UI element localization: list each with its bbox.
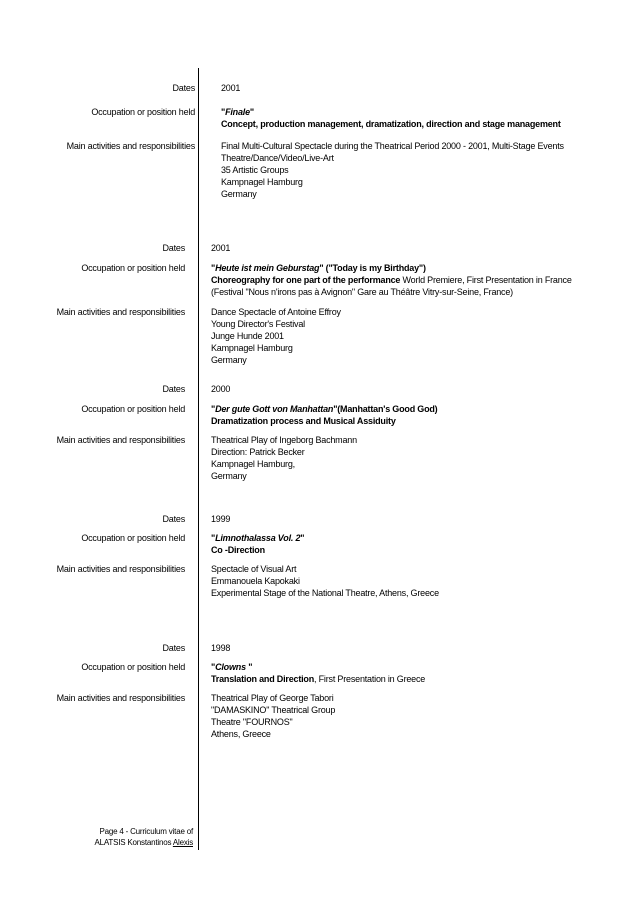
dates-label: Dates	[162, 514, 185, 524]
occupation-label: Occupation or position held	[81, 533, 185, 543]
role-description: Choreography for one part of the performance	[211, 275, 401, 285]
page-footer	[94, 826, 193, 848]
entry-date: 1999	[211, 514, 231, 524]
dates-label: Dates	[162, 384, 185, 394]
occupation-label: Occupation or position held	[91, 107, 195, 117]
occupation-value: "Heute ist mein Geburstag" ("Today is my Birthday") Choreography for one part of the performance World Premiere, First Presentation in France (Festival "Nous n'irons pas à Avignon" Gare au Théâtre Vitry-sur-Seine, France)	[211, 263, 572, 297]
footer-name: ALATSIS Konstantinos Alexis	[94, 838, 193, 847]
production-title: Finale	[225, 107, 250, 117]
occupation-value: "Limnothalassa Vol. 2" Co -Direction	[211, 533, 305, 555]
production-title: Heute ist mein Geburstag	[215, 263, 320, 273]
occupation-value: "Der gute Gott von Manhattan"(Manhattan's Good God) Dramatization process and Musical Assiduity	[211, 404, 438, 426]
dates-label: Dates	[172, 83, 195, 93]
occupation-value: "Finale" Concept, production management, dramatization, direction and stage management	[221, 107, 561, 129]
occupation-value: "Clowns " Translation and Direction, First Presentation in Greece	[211, 662, 426, 684]
entry-date: 2001	[221, 83, 241, 93]
activities-value: Final Multi-Cultural Spectacle during the Theatrical Period 2000 - 2001, Multi-Stage Events Theatre/Dance/Video/Live-Art 35 Artistic Groups Kampnagel Hamburg Germany	[221, 141, 564, 199]
role-description: Translation and Direction	[211, 674, 315, 684]
occupation-label: Occupation or position held	[81, 263, 185, 273]
activities-value: Theatrical Play of George Tabori "DAMASKINO" Theatrical Group Theatre "FOURNOS" Athens, Greece	[211, 693, 336, 739]
entry-date: 2001	[211, 243, 231, 253]
role-description: Co -Direction	[211, 545, 265, 555]
activities-value: Theatrical Play of Ingeborg Bachmann Direction: Patrick Becker Kampnagel Hamburg, Germany	[211, 435, 357, 481]
production-title: Limnothalassa Vol. 2	[215, 533, 301, 543]
column-divider	[198, 68, 199, 850]
role-description: Concept, production management, dramatization, direction and stage management	[221, 119, 561, 129]
production-title: Clowns	[215, 662, 246, 672]
activities-label: Main activities and responsibilities	[56, 693, 185, 703]
dates-label: Dates	[162, 643, 185, 653]
activities-label: Main activities and responsibilities	[56, 307, 185, 317]
entry-date: 1998	[211, 643, 231, 653]
production-title: Der gute Gott von Manhattan	[215, 404, 334, 414]
footer-page-label: Page 4 - Curriculum vitae of	[99, 827, 193, 836]
activities-label: Main activities and responsibilities	[66, 141, 195, 151]
activities-value: Dance Spectacle of Antoine Effroy Young Director's Festival Junge Hunde 2001 Kampnagel Hamburg Germany	[211, 307, 341, 365]
occupation-label: Occupation or position held	[81, 662, 185, 672]
dates-label: Dates	[162, 243, 185, 253]
activities-value: Spectacle of Visual Art Emmanouela Kapokaki Experimental Stage of the National Theatre, Athens, Greece	[211, 564, 439, 598]
activities-label: Main activities and responsibilities	[56, 435, 185, 445]
activities-label: Main activities and responsibilities	[56, 564, 185, 574]
role-description: Dramatization process and Musical Assiduity	[211, 416, 396, 426]
entry-date: 2000	[211, 384, 231, 394]
occupation-label: Occupation or position held	[81, 404, 185, 414]
